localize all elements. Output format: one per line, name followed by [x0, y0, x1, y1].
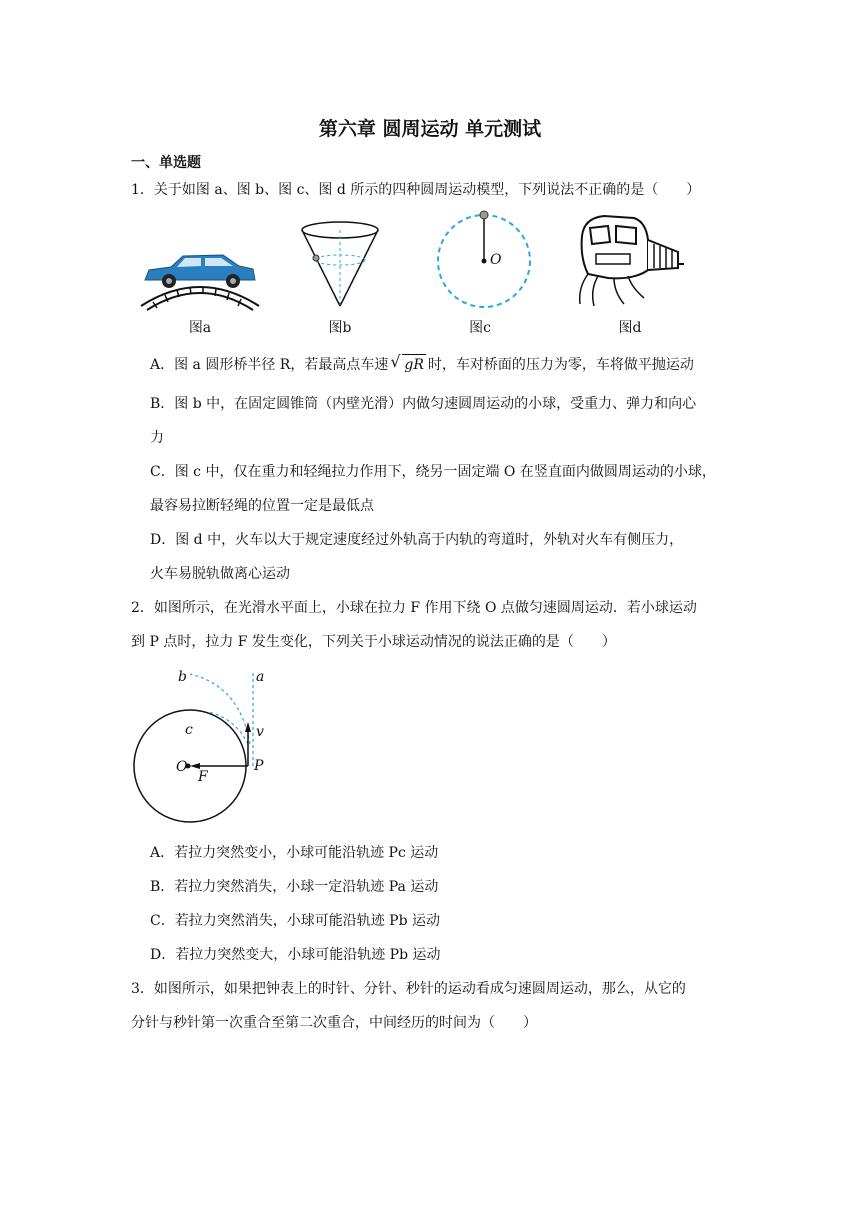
q2-stem-line2: 到 P 点时，拉力 F 发生变化，下列关于小球运动情况的说法正确的是（ ） — [131, 634, 616, 650]
q1-option-c-line2: 最容易拉断轻绳的位置一定是最低点 — [150, 498, 374, 514]
q2-label-c: c — [185, 722, 193, 738]
figure-c-caption: 图c — [469, 320, 491, 336]
q2-option-a: A．若拉力突然变小，小球可能沿轨迹 Pc 运动 — [150, 845, 439, 861]
q1-option-d-line1: D．图 d 中，火车以大于规定速度经过外轨高于内轨的弯道时，外轨对火车有侧压力， — [150, 532, 684, 548]
page-title: 第六章 圆周运动 单元测试 — [318, 118, 542, 140]
q2-label-o: O — [176, 759, 188, 775]
figure-d-caption: 图d — [618, 320, 642, 336]
q2-label-a: a — [256, 669, 265, 685]
q2-stem-line1: 2．如图所示，在光滑水平面上，小球在拉力 F 作用下绕 O 点做匀速圆周运动．若小球运动 — [131, 600, 697, 616]
figure-a-car-bridge — [135, 240, 265, 312]
figure-b-caption: 图b — [328, 320, 352, 336]
q1-option-b-line2: 力 — [150, 430, 164, 446]
q3-stem-line2: 分针与秒针第一次重合至第二次重合，中间经历的时间为（ ） — [131, 1015, 537, 1031]
q2-label-f: F — [198, 769, 208, 785]
q2-option-b: B．若拉力突然消失，小球一定沿轨迹 Pa 运动 — [150, 879, 439, 895]
q1-option-d-line2: 火车易脱轨做离心运动 — [150, 566, 290, 582]
q1-option-b-line1: B．图 b 中，在固定圆锥筒（内壁光滑）内做匀速圆周运动的小球，受重力、弹力和向心 — [150, 396, 697, 412]
figure-a-caption: 图a — [188, 320, 212, 336]
q2-label-b: b — [178, 669, 187, 685]
figure-c-vertical-circle — [432, 206, 537, 310]
figure-d-train — [574, 208, 686, 308]
q2-option-c: C．若拉力突然消失，小球可能沿轨迹 Pb 运动 — [150, 913, 440, 929]
q1-stem: 1．关于如图 a、图 b、图 c、图 d 所示的四种圆周运动模型，下列说法不正确的是（ ） — [131, 182, 701, 198]
q2-label-v: v — [256, 724, 264, 740]
q1-option-c-line1: C．图 c 中，仅在重力和轻绳拉力作用下，绕另一固定端 O 在竖直面内做圆周运动的小球， — [150, 464, 716, 480]
q2-label-p: P — [254, 758, 264, 774]
q3-stem-line1: 3．如图所示，如果把钟表上的时针、分针、秒针的运动看成匀速圆周运动，那么，从它的 — [131, 981, 686, 997]
section-heading: 一、单选题 — [131, 155, 201, 171]
q1-option-a: A．图 a 圆形桥半径 R，若最高点车速 √ gR 时，车对桥面的压力为零，车将做平抛运动 — [150, 352, 694, 373]
figure-c-label-o: O — [490, 252, 502, 268]
figure-q2-circle-trajectories — [130, 666, 280, 826]
figure-b-cone — [298, 220, 382, 310]
q2-option-d: D．若拉力突然变大，小球可能沿轨迹 Pb 运动 — [150, 947, 441, 963]
